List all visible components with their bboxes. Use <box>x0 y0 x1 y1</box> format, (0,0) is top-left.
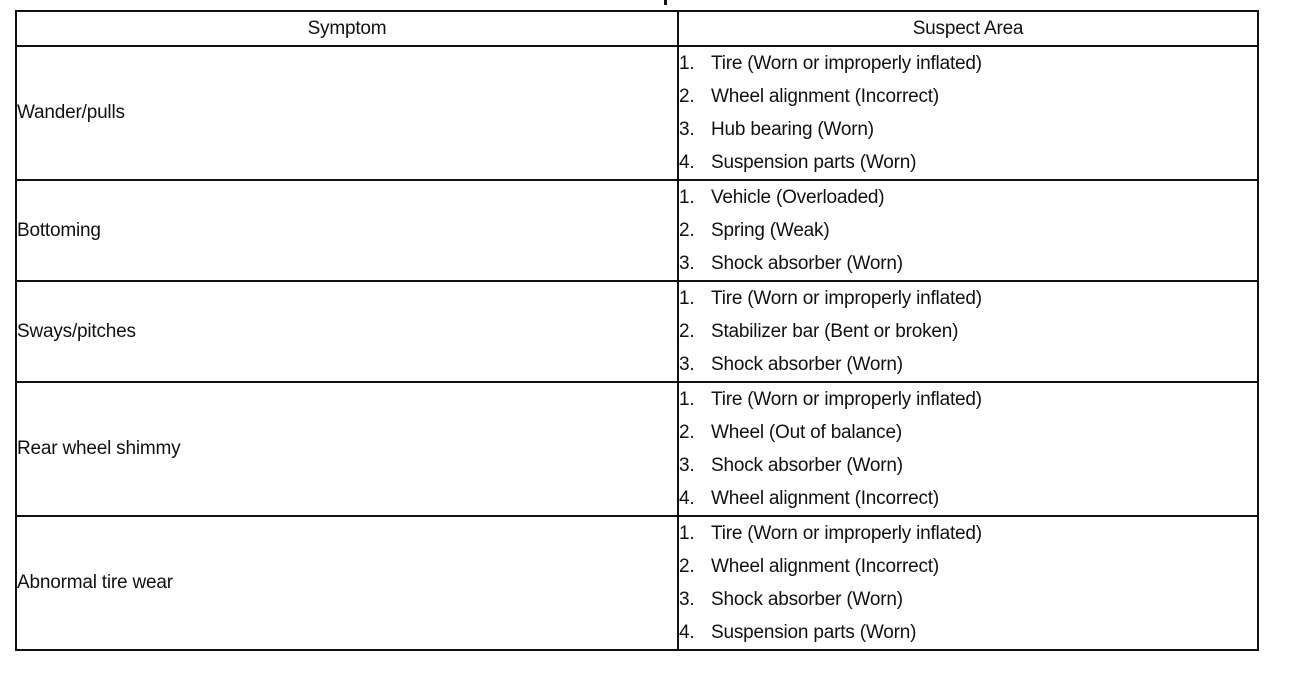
table-body <box>16 46 1258 650</box>
suspect-item-text: Shock absorber (Worn) <box>711 455 903 476</box>
suspect-item-number: 3. <box>679 455 695 476</box>
suspect-list-item <box>679 282 1257 315</box>
suspect-item-text: Tire (Worn or improperly inflated) <box>711 288 982 309</box>
suspect-item-text: Suspension parts (Worn) <box>711 622 917 643</box>
suspect-item-text: Wheel (Out of balance) <box>711 422 902 443</box>
suspect-item-number: 2. <box>679 86 695 107</box>
suspect-list-item <box>679 416 1257 449</box>
suspect-item-text: Spring (Weak) <box>711 220 830 241</box>
suspect-item-text: Hub bearing (Worn) <box>711 119 874 140</box>
suspect-item-number: 3. <box>679 253 695 274</box>
suspect-item-text: Suspension parts (Worn) <box>711 152 917 173</box>
suspect-item-number: 1. <box>679 288 695 309</box>
suspect-item-number: 1. <box>679 53 695 74</box>
suspect-list-item <box>679 482 1257 515</box>
suspect-list-item <box>679 383 1257 416</box>
suspect-list-item <box>679 315 1257 348</box>
suspect-item-text: Stabilizer bar (Bent or broken) <box>711 321 959 342</box>
symptom-cell: Rear wheel shimmy <box>16 382 678 516</box>
suspect-item-text: Tire (Worn or improperly inflated) <box>711 53 982 74</box>
symptom-cell: Bottoming <box>16 180 678 281</box>
suspect-area-cell <box>678 281 1258 382</box>
symptom-column-header: Symptom <box>16 11 678 46</box>
suspect-list-item <box>679 80 1257 113</box>
suspect-list-item <box>679 113 1257 146</box>
suspect-area-cell <box>678 46 1258 180</box>
table-row <box>16 46 1258 180</box>
suspect-list-item <box>679 517 1257 550</box>
suspect-list-item <box>679 550 1257 583</box>
suspect-item-text: Tire (Worn or improperly inflated) <box>711 389 982 410</box>
suspect-list <box>679 47 1257 179</box>
suspect-list-item <box>679 616 1257 649</box>
suspect-list-item <box>679 146 1257 179</box>
page-tick-mark <box>664 0 667 5</box>
suspect-item-number: 3. <box>679 589 695 610</box>
symptom-cell: Abnormal tire wear <box>16 516 678 650</box>
suspect-item-number: 2. <box>679 422 695 443</box>
table-row <box>16 281 1258 382</box>
suspect-list <box>679 282 1257 381</box>
symptom-cell: Sways/pitches <box>16 281 678 382</box>
suspect-list-item <box>679 583 1257 616</box>
table-row <box>16 516 1258 650</box>
suspect-list-item <box>679 247 1257 280</box>
suspect-item-text: Wheel alignment (Incorrect) <box>711 556 939 577</box>
suspect-list-item <box>679 214 1257 247</box>
suspect-list <box>679 181 1257 280</box>
suspect-list-item <box>679 181 1257 214</box>
suspect-item-number: 3. <box>679 119 695 140</box>
suspect-item-number: 2. <box>679 321 695 342</box>
troubleshooting-table <box>15 10 1259 651</box>
suspect-area-cell <box>678 382 1258 516</box>
suspect-list-item <box>679 449 1257 482</box>
suspect-item-text: Shock absorber (Worn) <box>711 253 903 274</box>
suspect-item-number: 1. <box>679 523 695 544</box>
suspect-area-cell <box>678 516 1258 650</box>
suspect-item-number: 1. <box>679 389 695 410</box>
suspect-area-cell <box>678 180 1258 281</box>
suspect-item-number: 1. <box>679 187 695 208</box>
suspect-item-text: Vehicle (Overloaded) <box>711 187 885 208</box>
suspect-list-item <box>679 348 1257 381</box>
suspect-item-number: 2. <box>679 556 695 577</box>
table-row <box>16 382 1258 516</box>
suspect-item-text: Wheel alignment (Incorrect) <box>711 86 939 107</box>
suspect-item-number: 4. <box>679 622 695 643</box>
suspect-item-text: Wheel alignment (Incorrect) <box>711 488 939 509</box>
suspect-list <box>679 517 1257 649</box>
suspect-list <box>679 383 1257 515</box>
symptom-cell: Wander/pulls <box>16 46 678 180</box>
suspect-item-number: 2. <box>679 220 695 241</box>
suspect-item-number: 4. <box>679 488 695 509</box>
suspect-item-number: 3. <box>679 354 695 375</box>
suspect-item-number: 4. <box>679 152 695 173</box>
suspect-item-text: Shock absorber (Worn) <box>711 354 903 375</box>
table-row <box>16 180 1258 281</box>
suspect-area-column-header: Suspect Area <box>678 11 1258 46</box>
suspect-item-text: Tire (Worn or improperly inflated) <box>711 523 982 544</box>
suspect-list-item <box>679 47 1257 80</box>
suspect-item-text: Shock absorber (Worn) <box>711 589 903 610</box>
header-row <box>16 11 1258 46</box>
